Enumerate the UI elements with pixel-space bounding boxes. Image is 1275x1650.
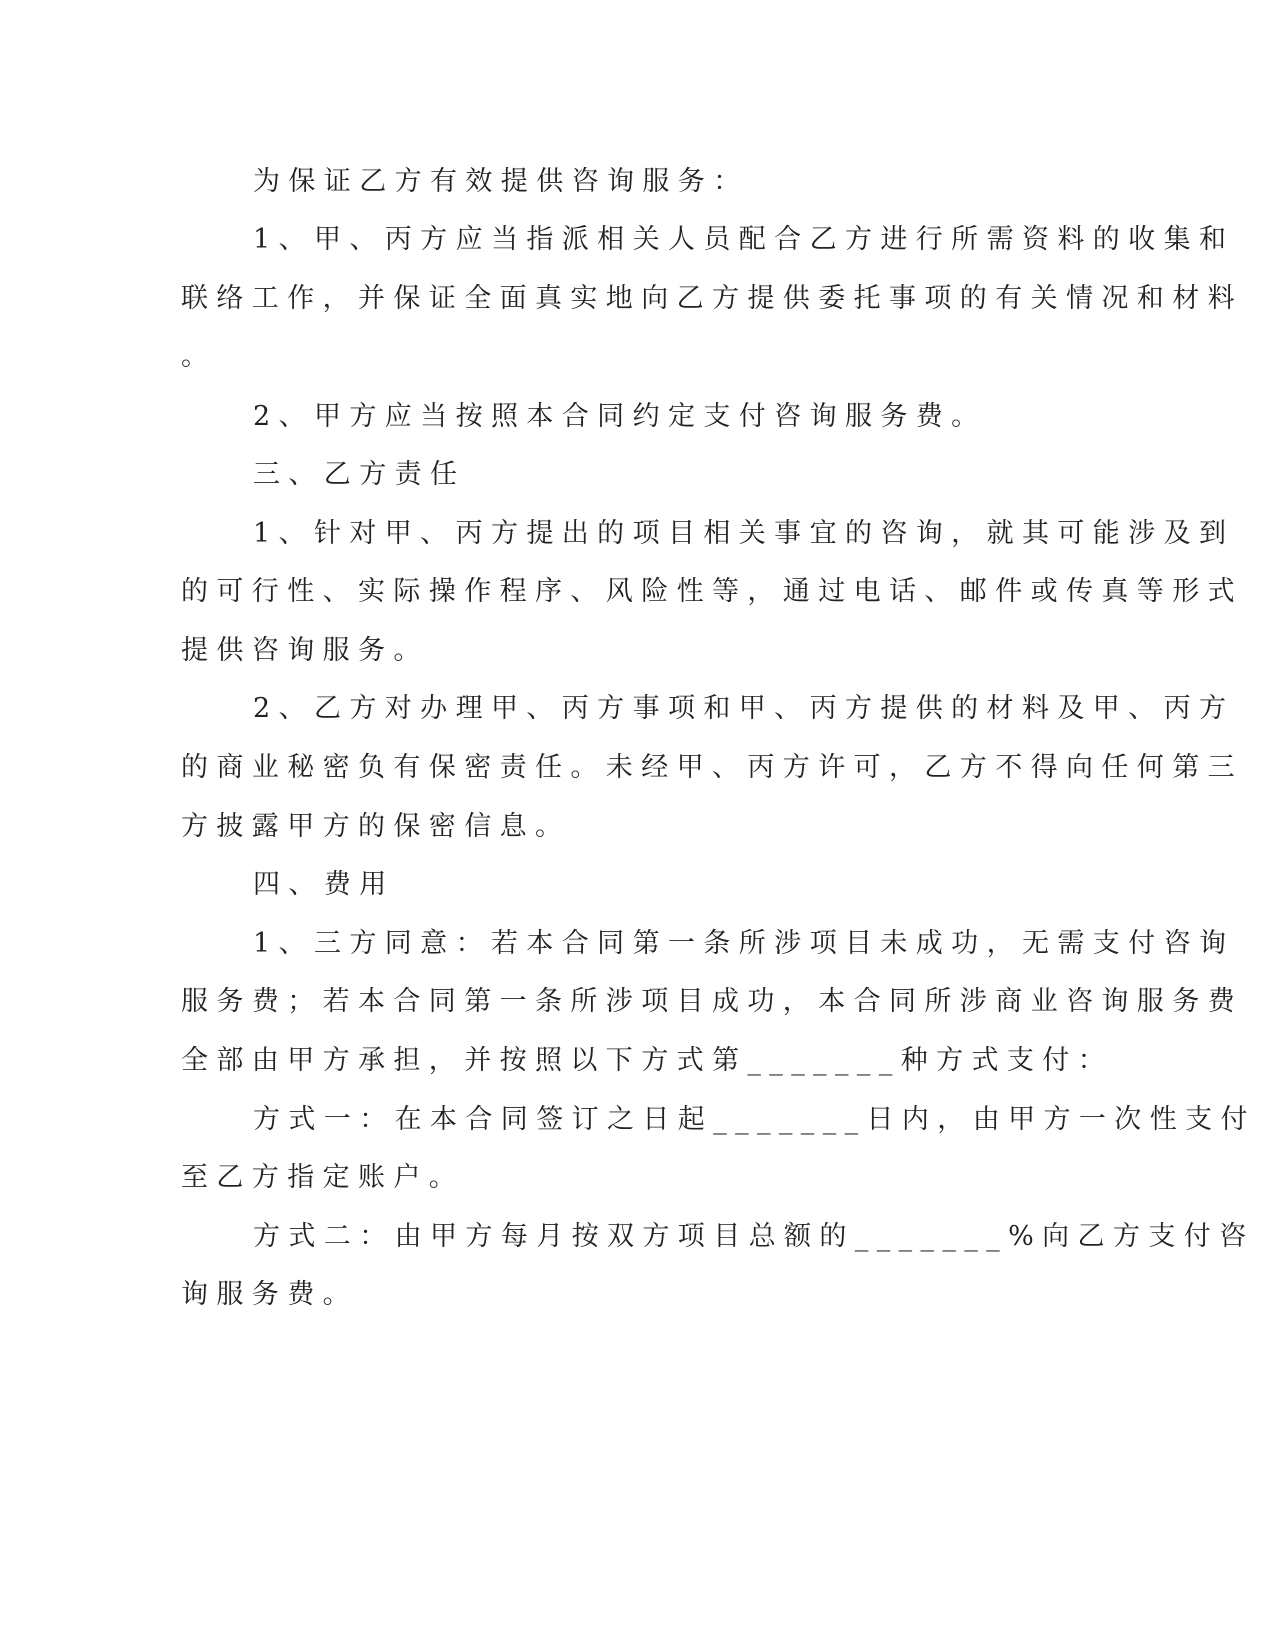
clause-3-1-line-2: 的可行性、实际操作程序、风险性等，通过电话、邮件或传真等形式 bbox=[181, 576, 1243, 607]
clause-3-1-line-3: 提供咨询服务。 bbox=[181, 635, 429, 666]
paragraph-intro: 为保证乙方有效提供咨询服务： bbox=[253, 166, 749, 197]
section-heading-4: 四、费用 bbox=[253, 869, 395, 900]
clause-2-1-line-3: 。 bbox=[181, 341, 217, 372]
payment-method-2-line-1: 方式二：由甲方每月按双方项目总额的_______%向乙方支付咨 bbox=[253, 1221, 1255, 1252]
payment-method-2-line-2: 询服务费。 bbox=[181, 1279, 358, 1310]
clause-2-1-line-2: 联络工作，并保证全面真实地向乙方提供委托事项的有关情况和材料 bbox=[181, 283, 1243, 314]
clause-3-1-line-1: 1、针对甲、丙方提出的项目相关事宜的咨询，就其可能涉及到 bbox=[253, 518, 1235, 549]
clause-3-2-line-1: 2、乙方对办理甲、丙方事项和甲、丙方提供的材料及甲、丙方 bbox=[253, 693, 1235, 724]
section-heading-3: 三、乙方责任 bbox=[253, 459, 466, 490]
clause-4-1-line-3: 全部由甲方承担，并按照以下方式第_______种方式支付： bbox=[181, 1045, 1114, 1076]
clause-4-1-line-1: 1、三方同意：若本合同第一条所涉项目未成功，无需支付咨询 bbox=[253, 928, 1235, 959]
clause-4-1-line-2: 服务费；若本合同第一条所涉项目成功，本合同所涉商业咨询服务费 bbox=[181, 986, 1243, 1017]
clause-3-2-line-2: 的商业秘密负有保密责任。未经甲、丙方许可，乙方不得向任何第三 bbox=[181, 752, 1243, 783]
clause-2-1-line-1: 1、甲、丙方应当指派相关人员配合乙方进行所需资料的收集和 bbox=[253, 224, 1235, 255]
clause-3-2-line-3: 方披露甲方的保密信息。 bbox=[181, 811, 571, 842]
payment-method-1-line-2: 至乙方指定账户。 bbox=[181, 1162, 465, 1193]
clause-2-2: 2、甲方应当按照本合同约定支付咨询服务费。 bbox=[253, 401, 987, 432]
payment-method-1-line-1: 方式一：在本合同签订之日起_______日内，由甲方一次性支付 bbox=[253, 1104, 1256, 1135]
